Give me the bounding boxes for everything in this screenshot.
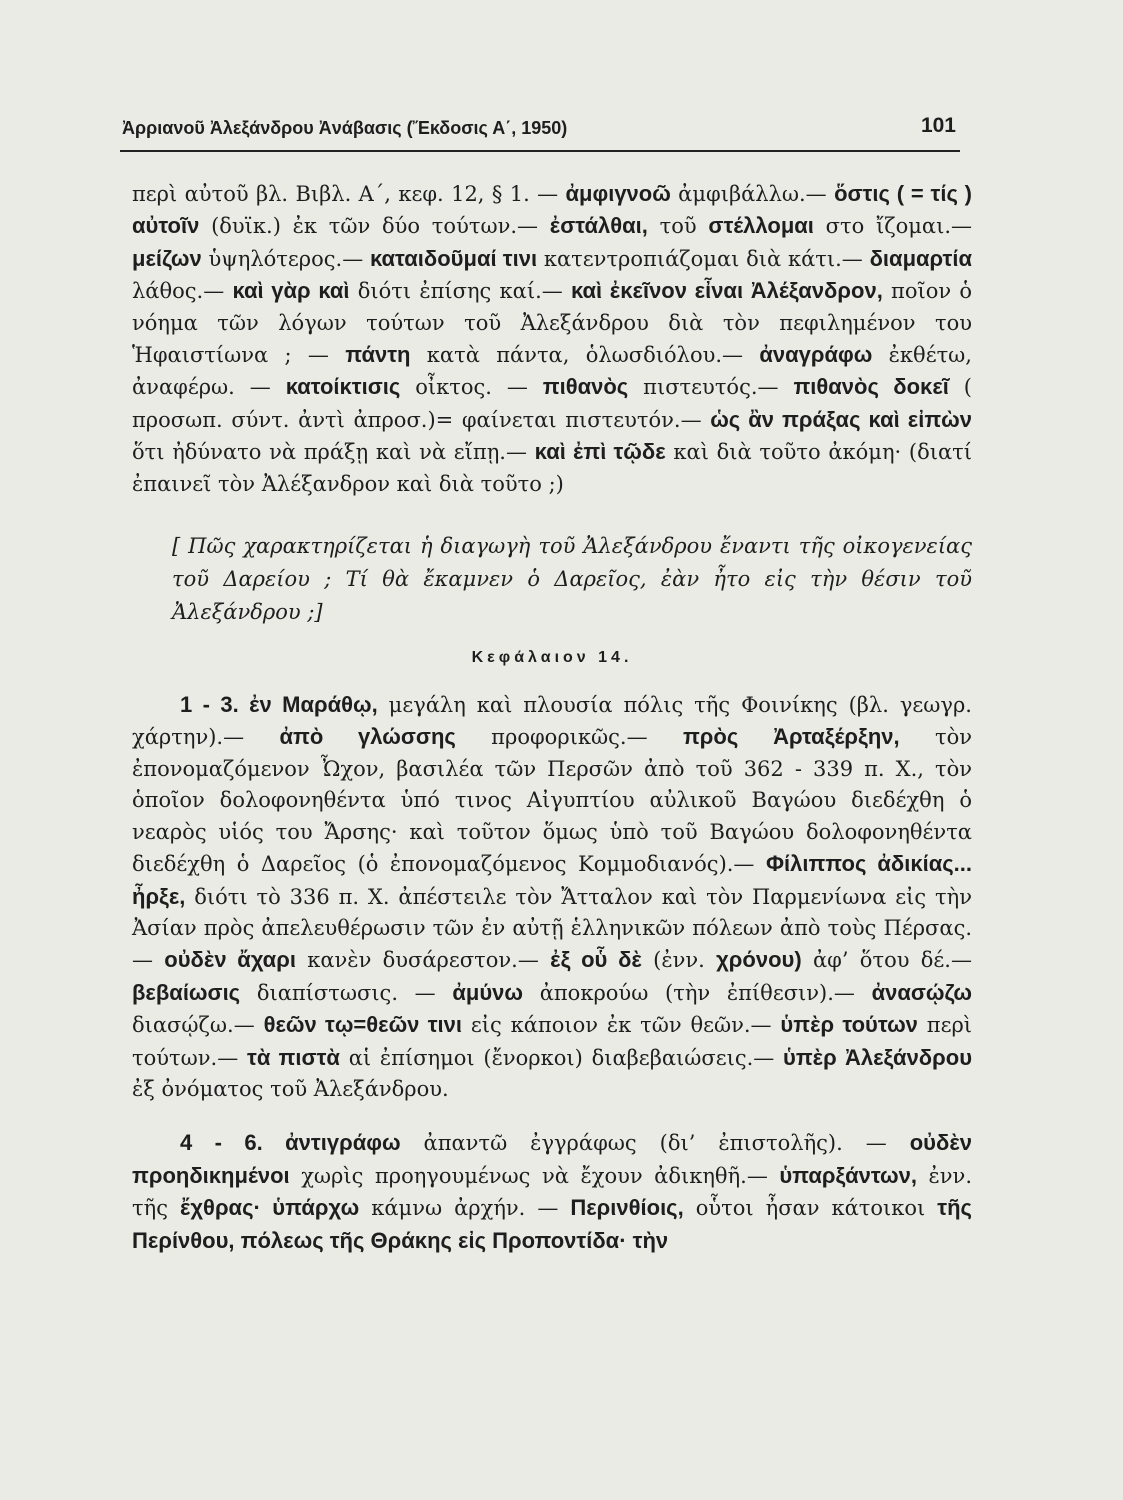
running-title: Ἀρριανοῦ Ἀλεξάνδρου Ἀνάβασις (Ἔκδοσις Α΄, 1950) (122, 118, 568, 138)
page-number: 101 (920, 114, 956, 137)
commentary-paragraph-3: 4 - 6. ἀντιγράφω ἀπαντῶ ἐγγράφως (δι’ ἐπιστολῆς). — οὐδὲν προηδικημένοι χωρὶς προηγουμένως νὰ ἔχουν ἀδικηθῆ.— ὑπαρξάντων, ἐνν. τῆς ἔχθρας· ὑπάρχω κάμνω ἀρχήν. — Περινθίοις, οὗτοι ἦσαν κάτοικοι τῆς Περίνθου, πόλεως τῆς Θράκης εἰς Προποντίδα· τὴν (132, 1130, 972, 1253)
running-header (120, 112, 960, 152)
commentary-paragraph-2: 1 - 3. ἐν Μαράθῳ, μεγάλη καὶ πλουσία πόλις τῆς Φοινίκης (βλ. γεωγρ. χάρτην).— ἀπὸ γλώσσης προφορικῶς.— πρὸς Ἀρταξέρξην, τὸν ἐπονομαζόμενον Ὦχον, βασιλέα τῶν Περσῶν ἀπὸ τοῦ 362 - 339 π. Χ., τὸν ὁποῖον δολοφονηθέντα ὑπό τινος Αἰγυπτίου αὐλικοῦ Βαγώου διεδέχθη ὁ νεαρὸς υἱός του Ἄρσης· καὶ τοῦτον ὅμως ὑπὸ τοῦ Βαγώου δολοφονηθέντα διεδέχθη ὁ Δαρεῖος (ὁ ἐπονομαζόμενος Κομμοδιανός).— Φίλιππος ἀδικίας... ἦρξε, διότι τὸ 336 π. Χ. ἀπέστειλε τὸν Ἄτταλον καὶ τὸν Παρμενίωνα εἰς τὴν Ἀσίαν πρὸς ἀπελευθέρωσιν τῶν ἐν αὐτῇ ἑλληνικῶν πόλεων ἀπὸ τοὺς Πέρσας.— οὐδὲν ἄχαρι κανὲν δυσάρεστον.— ἐξ οὗ δὲ (ἐνν. χρόνου) ἀφ’ ὅτου δέ.— βεβαίωσις διαπίστωσις. — ἀμύνω ἀποκρούω (τὴν ἐπίθεσιν).— ἀνασῴζω διασῴζω.— θεῶν τῳ=θεῶν τινι εἰς κάποιον ἐκ τῶν θεῶν.— ὑπὲρ τούτων περὶ τούτων.— τὰ πιστὰ αἱ ἐπίσημοι (ἔνορκοι) διαβεβαιώσεις.— ὑπὲρ Ἀλεξάνδρου ἐξ ὀνόματος τοῦ Ἀλεξάνδρου. (132, 692, 973, 1101)
chapter-heading: Κεφάλαιον 14. (471, 649, 633, 667)
study-question-note: [ Πῶς χαρακτηρίζεται ἡ διαγωγὴ τοῦ Ἀλεξάνδρου ἔναντι τῆς οἰκογενείας τοῦ Δαρείου ; Τί θὰ ἔκαμνεν ὁ Δαρεῖος, ἐὰν ἦτο εἰς τὴν θέσιν τοῦ Ἀλεξάνδρου ;] (172, 534, 972, 625)
paragraph-gap (132, 1105, 972, 1127)
page-body (132, 178, 972, 1257)
commentary-paragraph-1: περὶ αὐτοῦ βλ. Βιβλ. Α΄, κεφ. 12, § 1. — ἀμφιγνοῶ ἀμφιβάλλω.— ὅστις ( = τίς ) αὐτοῖν (δυϊκ.) ἐκ τῶν δύο τούτων.— ἐστάλθαι, τοῦ στέλλομαι στο ἴζομαι.— μείζων ὑψηλότερος.— καταιδοῦμαί τινι κατεντροπιάζομαι διὰ κάτι.— διαμαρτία λάθος.— καὶ γὰρ καὶ διότι ἐπίσης καί.— καὶ ἐκεῖνον εἶναι Ἀλέξανδρον, ποῖον ὁ νόημα τῶν λόγων τούτων τοῦ Ἀλεξάνδρου διὰ τὸν πεφιλημένον του Ἡφαιστίωνα ; — πάντη κατὰ πάντα, ὁλωσδιόλου.— ἀναγράφω ἐκθέτω, ἀναφέρω. — κατοίκτισις οἶκτος. — πιθανὸς πιστευτός.— πιθανὸς δοκεῖ ( προσωπ. σύντ. ἀντὶ ἀπροσ.)= φαίνεται πιστευτόν.— ὡς ἂν πράξας καὶ εἰπὼν ὅτι ἠδύνατο νὰ πράξῃ καὶ νὰ εἴπῃ.— καὶ ἐπὶ τῷδε καὶ διὰ τοῦτο ἀκόμη· (διατί ἐπαινεῖ τὸν Ἀλέξανδρον καὶ διὰ τοῦτο ;) (132, 181, 973, 496)
